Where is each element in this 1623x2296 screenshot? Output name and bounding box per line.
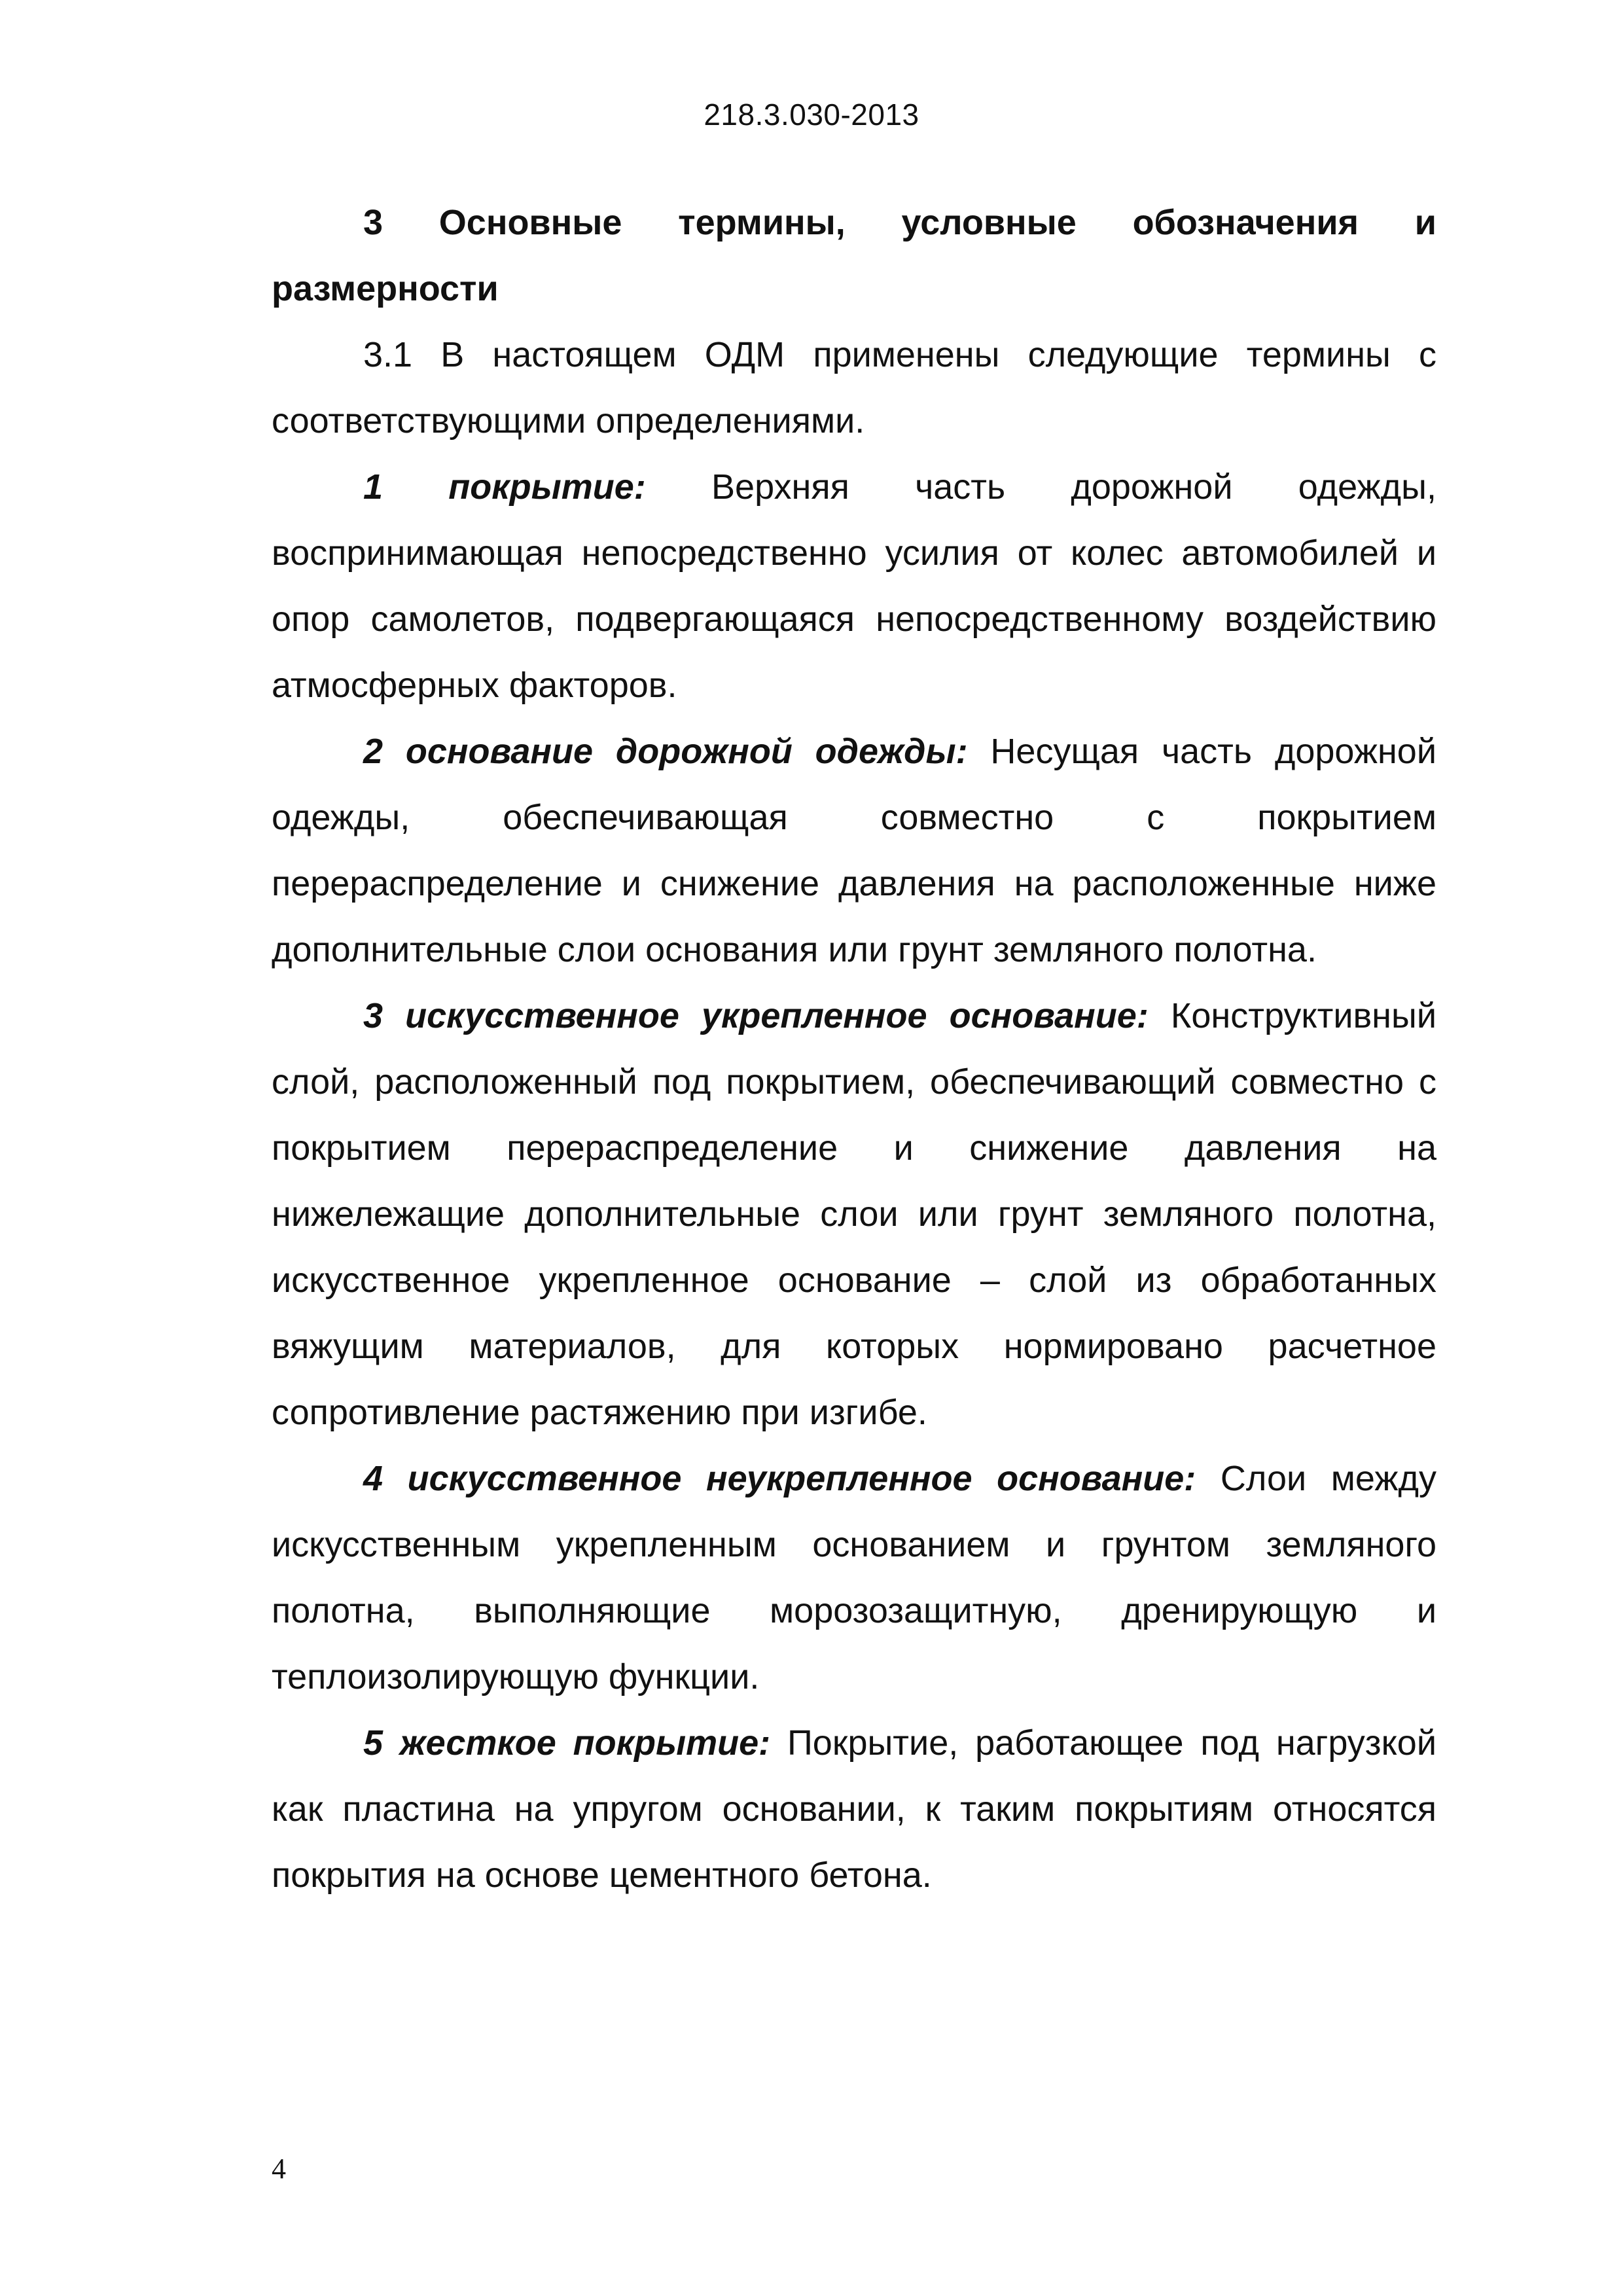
term-paragraph-3 bbox=[272, 983, 1436, 1446]
term-label: 1 покрытие: bbox=[363, 467, 646, 507]
term-definition: Конструктивный слой, расположенный под покрытием, обеспечивающий совместно с покрытием перераспределение и снижение давления на нижележащие дополнительные слои или грунт земляного полотна, искусственное укрепленное основание – слой из обработанных вяжущим материалов, для которых нормировано расчетное сопротивление растяжению при изгибе. bbox=[272, 996, 1436, 1432]
page-content bbox=[272, 190, 1436, 1909]
term-paragraph-2 bbox=[272, 719, 1436, 983]
term-paragraph-5 bbox=[272, 1710, 1436, 1909]
term-definition: Несущая часть дорожной одежды, обеспечивающая совместно с покрытием перераспределение и снижение давления на расположенные ниже дополнительные слои основания или грунт земляного полотна. bbox=[272, 732, 1436, 969]
term-definition: Верхняя часть дорожной одежды, воспринимающая непосредственно усилия от колес автомобилей и опор самолетов, подвергающаяся непосредственному воздействию атмосферных факторов. bbox=[272, 467, 1436, 705]
term-label: 5 жесткое покрытие: bbox=[363, 1723, 771, 1763]
term-label: 4 искусственное неукрепленное основание: bbox=[363, 1459, 1196, 1498]
term-definition: Слои между искусственным укрепленным основанием и грунтом земляного полотна, выполняющие морозозащитную, дренирующую и теплоизолирующую функции. bbox=[272, 1459, 1436, 1696]
term-label: 2 основание дорожной одежды: bbox=[363, 732, 968, 771]
page-number: 4 bbox=[272, 2153, 286, 2185]
term-paragraph-4 bbox=[272, 1446, 1436, 1710]
term-paragraph-1 bbox=[272, 454, 1436, 719]
section-heading: 3 Основные термины, условные обозначения и размерности bbox=[272, 203, 1436, 308]
intro-paragraph: 3.1 В настоящем ОДМ применены следующие термины с соответствующими определениями. bbox=[272, 335, 1436, 440]
term-label: 3 искусственное укрепленное основание: bbox=[363, 996, 1149, 1035]
term-definition: Покрытие, работающее под нагрузкой как пластина на упругом основании, к таким покрытиям относятся покрытия на основе цементного бетона. bbox=[272, 1723, 1436, 1895]
document-code: 218.3.030-2013 bbox=[704, 98, 919, 132]
